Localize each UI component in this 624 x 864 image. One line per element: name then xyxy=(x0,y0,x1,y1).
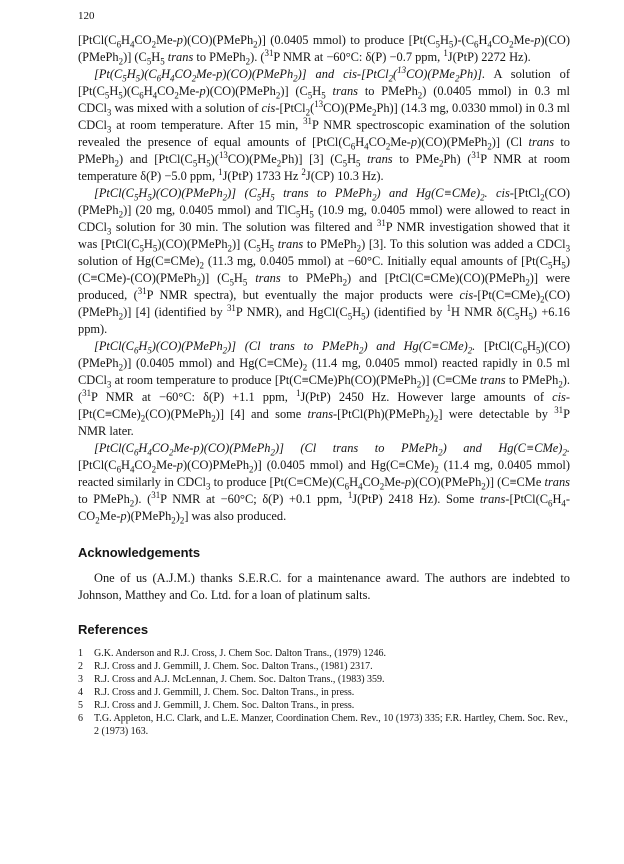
experimental-text xyxy=(78,32,570,525)
reference-number: 2 xyxy=(78,661,83,672)
reference-item xyxy=(78,673,570,686)
paragraph: $[Pt(C_5H_5)(C_6H_4CO_2Me-p)(CO)(PMePh_2)]$ and cis-[PtCl$_2$($^{13}$CO)(PMe$_2$Ph)]. A solution of $[Pt(C_5H_5)(C_6H_4CO_2Me-p)(CO)(PMePh_2)]$ ($C_5H_5$ trans to PMePh$_2$) (0.0405 mmol) in 0.3 ml CDCl$_3$ was mixed with a solution of cis-[PtCl$_2$($^{13}$CO)(PMe$_2$Ph)] (14.3 mg, 0.0330 mmol) in 0.3 ml CDCl$_3$ at room temperature. After 15 min, $^{31}$P NMR spectroscopic examination of the solution revealed the presence of equal amounts of $[PtCl(C_6H_4CO_2Me-p)(CO)(PMePh_2)]$ (Cl trans to PMePh$_2$) and $[PtCl(C_5H_5)(^{13}CO)(PMe_2Ph)]$ [3] ($C_5H_5$ trans to PMe$_2$Ph) ($^{31}$P NMR at room temperature δ(P) −5.0 ppm, $^1$J(PtP) 1733 Hz $^2$J(CP) 10.3 Hz). xyxy=(78,64,571,183)
reference-text: R.J. Cross and J. Gemmill, J. Chem. Soc. Dalton Trans., in press. xyxy=(94,700,355,711)
references-heading: References xyxy=(78,622,149,637)
reference-text: G.K. Anderson and R.J. Cross, J. Chem Soc. Dalton Trans., (1979) 1246. xyxy=(94,648,386,659)
reference-item xyxy=(78,647,570,660)
paragraph: $[PtCl(C_6H_4CO_2Me-p)(CO)(PMePh_2)]$ (Cl trans to PMePh$_2$) and $Hg(C\equiv CMe)_2$. $[PtCl(C_6H_4CO_2Me-p)(CO)PMePh_2)$] (0.0405 mmol) and $Hg(C\equiv CMe)_2$ (11.4 mg, 0.0405 mmol) reacted similarly in CDCl$_3$ to produce $[Pt(C\equiv CMe)(C_6H_4CO_2Me-p)(CO)(PMePh_2)]$ (C≡CMe trans to PMePh$_2$). ($^{31}$P NMR at −60°C; δ(P) +0.1 ppm, $^1$J(PtP) 2418 Hz). Some trans-$[PtCl(C_6H_4-CO_2Me-p)(PMePh_2)_2]$ was also produced. xyxy=(78,441,570,526)
acknowledgements-heading: Acknowledgements xyxy=(78,545,201,560)
reference-number: 4 xyxy=(78,687,83,698)
acknowledgements-text: One of us (A.J.M.) thanks S.E.R.C. for a maintenance award. The authors are indebted to Johnson, Matthey and Co. Ltd. for a loan of platinum salts. xyxy=(78,571,570,602)
reference-item xyxy=(78,660,570,673)
reference-text: R.J. Cross and A.J. McLennan, J. Chem. Soc. Dalton Trans., (1983) 359. xyxy=(94,674,385,685)
reference-list xyxy=(78,647,570,738)
reference-number: 1 xyxy=(78,648,83,659)
paragraph: $[PtCl(C_6H_4CO_2Me-p)(CO)(PMePh_2)]$ (0.0405 mmol) to produce $[Pt(C_5H_5)-(C_6H_4CO_2Me-p)(CO)(PMePh_2)]$ ($C_5H_5$ trans to PMePh$_2$). ($^{31}$P NMR at −60°C: δ(P) −0.7 ppm, $^1$J(PtP) 2272 Hz). xyxy=(78,33,570,67)
reference-text: R.J. Cross and J. Gemmill, J. Chem. Soc. Dalton Trans., (1981) 2317. xyxy=(94,661,373,672)
reference-item xyxy=(78,712,570,738)
reference-item xyxy=(78,686,570,699)
reference-text: T.G. Appleton, H.C. Clark, and L.E. Manzer, Coordination Chem. Rev., 10 (1973) 335; F.R. Hartley, Chem. Soc. Rev., 2 (1973) 163. xyxy=(94,713,568,737)
reference-number: 6 xyxy=(78,713,83,724)
paragraph: $[PtCl(C_6H_5)(CO)(PMePh_2)]$ (Cl trans to PMePh$_2$) and $Hg(C\equiv CMe)_2$. $[PtCl(C_6H_5)(CO)(PMePh_2)]$ (0.0405 mmol) and $Hg(C\equiv CMe)_2$ (11.4 mg, 0.0405 mmol) reacted rapidly in 0.5 ml CDCl$_3$ at room temperature to produce [Pt(C≡CMe)Ph(CO)(PMePh$_2$)] (C≡CMe trans to PMePh$_2$). ($^{31}$P NMR at −60°C: δ(P) +1.1 ppm, $^1$J(PtP) 2450 Hz. However large amounts of cis-$[Pt(C\equiv CMe)_2(CO)(PMePh_2)]$ [4] and some trans-$[PtCl(Ph)(PMePh_2)_2]$ were detectable by $^{31}$P NMR later. xyxy=(78,339,571,438)
reference-item xyxy=(78,699,570,712)
page xyxy=(78,10,570,738)
reference-number: 5 xyxy=(78,700,83,711)
reference-text: R.J. Cross and J. Gemmill, J. Chem. Soc. Dalton Trans., in press. xyxy=(94,687,355,698)
reference-number: 3 xyxy=(78,674,83,685)
page-number: 120 xyxy=(78,10,95,22)
paragraph: $[PtCl(C_5H_5)(CO)(PMePh_2)]$ ($C_5H_5$ trans to PMePh$_2$) and $Hg(C\equiv CMe)_2$. cis-[PtCl$_2$(CO)(PMePh$_2$)] (20 mg, 0.0405 mmol) and $TlC_5H_5$ (10.9 mg, 0.0405 mmol) were allowed to react in CDCl$_3$ solution for 30 min. The solution was filtered and $^{31}$P NMR investigation showed that it was $[PtCl(C_5H_5)(CO)(PMePh_2)]$ ($C_5H_5$ trans to PMePh$_2$) [3]. To this solution was added a CDCl$_3$ solution of $Hg(C\equiv CMe)_2$ (11.3 mg, 0.0405 mmol) at −60°C. Initially equal amounts of $[Pt(C_5H_5)(C\equiv CMe)-(CO)(PMePh_2)]$ ($C_5H_5$ trans to PMePh$_2$) and [PtCl(C≡CMe)(CO)(PMePh$_2$)] were produced, ($^{31}$P NMR spectra), but eventually the major products were cis-$[Pt(C\equiv CMe)_2(CO)(PMePh_2)]$ [4] (identified by $^{31}$P NMR), and $HgCl(C_5H_5)$ (identified by $^1$H NMR $\delta(C_5H_5) +6.16$ ppm). xyxy=(78,186,571,336)
